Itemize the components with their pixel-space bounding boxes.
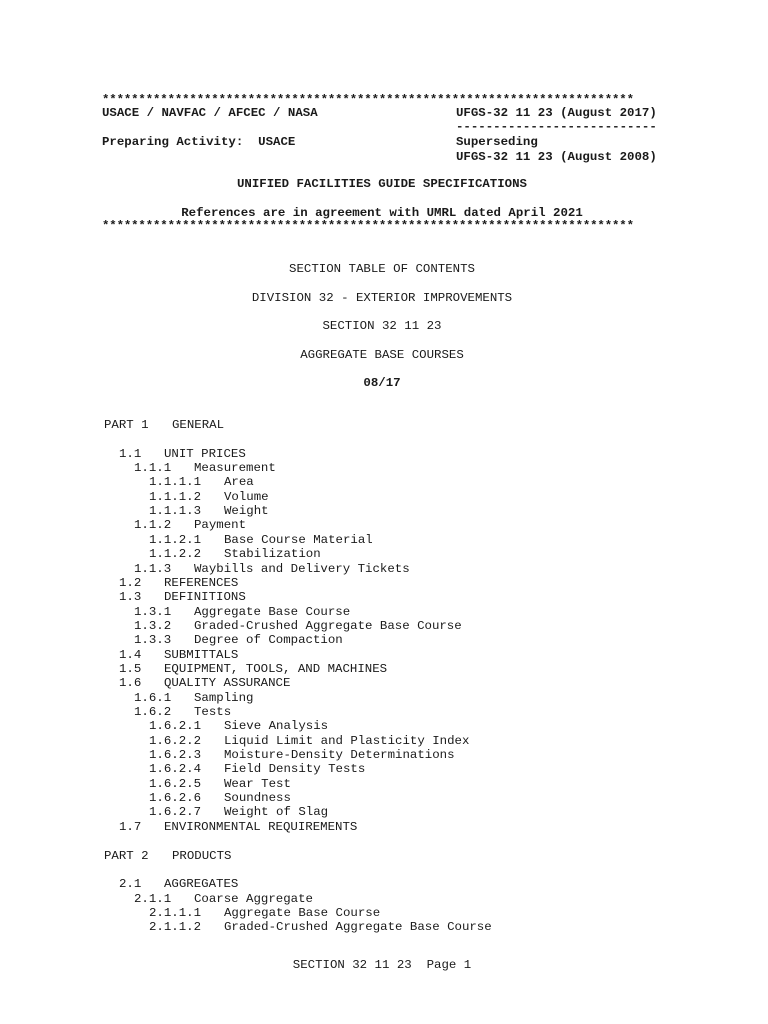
toc-entry — [134, 705, 231, 719]
toc-entry — [149, 490, 269, 504]
toc-label: GENERAL — [172, 418, 225, 432]
toc-entry — [134, 562, 410, 576]
toc-entry — [119, 648, 238, 662]
toc-number: 1.6.2.1 — [149, 719, 202, 733]
toc-label: Coarse Aggregate — [194, 892, 313, 906]
toc-entry — [134, 633, 343, 647]
toc-entry — [149, 719, 328, 733]
toc-label: AGGREGATES — [164, 877, 239, 891]
agencies-text: USACE / NAVFAC / AFCEC / NASA — [102, 106, 318, 120]
toc-entry — [119, 820, 357, 834]
toc-number: 1.1 — [119, 447, 142, 461]
toc-number: 1.6.2 — [134, 705, 172, 719]
toc-number: 2.1 — [119, 877, 142, 891]
ufgs-title: UNIFIED FACILITIES GUIDE SPECIFICATIONS — [237, 177, 527, 191]
dash-divider: --------------------------- — [456, 120, 657, 134]
toc-label: DEFINITIONS — [164, 590, 246, 604]
toc-label: QUALITY ASSURANCE — [164, 676, 291, 690]
toc-label: Wear Test — [224, 777, 291, 791]
toc-label: Payment — [194, 518, 247, 532]
toc-label: Soundness — [224, 791, 291, 805]
toc-entry — [149, 547, 321, 561]
toc-number: 1.6.2.2 — [149, 734, 202, 748]
toc-number: 1.3 — [119, 590, 142, 604]
toc-number: 1.1.2.1 — [149, 533, 202, 547]
superseded-spec: UFGS-32 11 23 (August 2008) — [456, 150, 657, 164]
toc-part — [104, 849, 232, 863]
toc-number: PART 1 — [104, 418, 149, 432]
toc-number: 1.6.2.7 — [149, 805, 202, 819]
references-note: References are in agreement with UMRL dated April 2021 — [181, 206, 583, 220]
toc-entry — [134, 605, 350, 619]
toc-number: 1.3.3 — [134, 633, 172, 647]
toc-entry — [119, 447, 246, 461]
toc-entry — [119, 662, 387, 676]
toc-label: EQUIPMENT, TOOLS, AND MACHINES — [164, 662, 388, 676]
toc-label: Volume — [224, 490, 269, 504]
toc-label: REFERENCES — [164, 576, 239, 590]
toc-number: 1.6.1 — [134, 691, 172, 705]
toc-number: 1.1.1 — [134, 461, 172, 475]
toc-number: 1.5 — [119, 662, 142, 676]
section-name: AGGREGATE BASE COURSES — [300, 348, 464, 362]
toc-number: 2.1.1.2 — [149, 920, 202, 934]
toc-number: 1.2 — [119, 576, 142, 590]
toc-label: Sampling — [194, 691, 254, 705]
star-divider-bottom: ************************************************************************* — [102, 219, 634, 233]
toc-label: SUBMITTALS — [164, 648, 239, 662]
toc-number: 1.6 — [119, 676, 142, 690]
toc-number: 1.1.1.3 — [149, 504, 202, 518]
toc-entry — [149, 748, 455, 762]
toc-number: 1.1.1.1 — [149, 475, 202, 489]
toc-label: Degree of Compaction — [194, 633, 343, 647]
toc-number: 2.1.1.1 — [149, 906, 202, 920]
spec-id: UFGS-32 11 23 (August 2017) — [456, 106, 657, 120]
toc-label: Graded-Crushed Aggregate Base Course — [194, 619, 462, 633]
toc-entry — [149, 805, 328, 819]
toc-number: 1.1.2 — [134, 518, 172, 532]
toc-entry — [119, 590, 246, 604]
toc-number: 1.1.2.2 — [149, 547, 202, 561]
toc-number: 1.6.2.5 — [149, 777, 202, 791]
toc-label: Aggregate Base Course — [194, 605, 351, 619]
toc-entry — [149, 475, 254, 489]
toc-number: 1.3.2 — [134, 619, 172, 633]
toc-entry — [134, 619, 462, 633]
toc-entry — [119, 877, 238, 891]
star-divider-top: ************************************************************************* — [102, 93, 634, 107]
toc-label: Sieve Analysis — [224, 719, 329, 733]
toc-entry — [149, 906, 380, 920]
toc-label: Measurement — [194, 461, 276, 475]
toc-heading: SECTION TABLE OF CONTENTS — [289, 262, 475, 276]
toc-number: 1.3.1 — [134, 605, 172, 619]
toc-label: Weight of Slag — [224, 805, 329, 819]
page-footer: SECTION 32 11 23 Page 1 — [292, 958, 472, 972]
toc-entry — [149, 533, 373, 547]
section-heading: SECTION 32 11 23 — [322, 319, 442, 333]
toc-label: ENVIRONMENTAL REQUIREMENTS — [164, 820, 358, 834]
toc-entry — [149, 734, 469, 748]
toc-number: 1.6.2.3 — [149, 748, 202, 762]
toc-entry — [149, 777, 291, 791]
toc-entry — [134, 691, 254, 705]
toc-label: Aggregate Base Course — [224, 906, 381, 920]
toc-label: Field Density Tests — [224, 762, 366, 776]
toc-part — [104, 418, 224, 432]
toc-label: UNIT PRICES — [164, 447, 246, 461]
toc-label: Tests — [194, 705, 232, 719]
toc-number: 1.6.2.6 — [149, 791, 202, 805]
toc-label: Base Course Material — [224, 533, 373, 547]
toc-entry — [149, 920, 492, 934]
toc-entry — [119, 576, 238, 590]
toc-label: Liquid Limit and Plasticity Index — [224, 734, 470, 748]
superseding-label: Superseding — [456, 135, 538, 149]
division-heading: DIVISION 32 - EXTERIOR IMPROVEMENTS — [251, 291, 513, 305]
toc-label: PRODUCTS — [172, 849, 232, 863]
toc-entry — [149, 504, 269, 518]
toc-label: Waybills and Delivery Tickets — [194, 562, 410, 576]
toc-label: Weight — [224, 504, 269, 518]
toc-number: 1.1.1.2 — [149, 490, 202, 504]
preparing-activity: Preparing Activity: USACE — [102, 135, 296, 149]
toc-number: 1.4 — [119, 648, 142, 662]
toc-entry — [149, 762, 365, 776]
toc-label: Moisture-Density Determinations — [224, 748, 455, 762]
section-date: 08/17 — [363, 376, 401, 390]
toc-label: Stabilization — [224, 547, 321, 561]
toc-entry — [134, 461, 276, 475]
toc-number: 1.7 — [119, 820, 142, 834]
toc-entry — [134, 518, 246, 532]
toc-number: 1.6.2.4 — [149, 762, 202, 776]
toc-entry — [149, 791, 291, 805]
toc-entry — [134, 892, 313, 906]
toc-label: Graded-Crushed Aggregate Base Course — [224, 920, 492, 934]
toc-label: Area — [224, 475, 254, 489]
toc-number: 2.1.1 — [134, 892, 172, 906]
toc-number: 1.1.3 — [134, 562, 172, 576]
toc-entry — [119, 676, 290, 690]
toc-number: PART 2 — [104, 849, 149, 863]
